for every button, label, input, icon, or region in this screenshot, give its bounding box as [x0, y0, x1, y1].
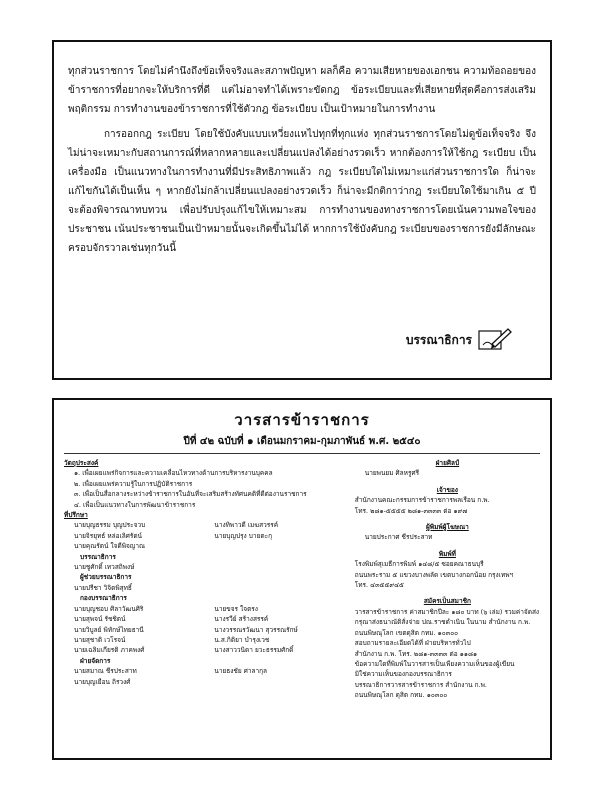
editor-name: นายชูศักดิ์ เทวสถิพงษ์ [74, 563, 135, 572]
editor-heading: บรรณาธิการ [80, 552, 116, 561]
deputy-name: นายปรีชา วิจิตพิสุทธิ์ [74, 583, 132, 592]
manager-heading: ฝ่ายจัดการ [80, 656, 111, 665]
manager-name: นายธงชัย ศาลากุล [214, 667, 268, 676]
editorial-paragraph-1: ทุกส่วนราชการ โดยไม่คำนึงถึงข้อเท็จจริงและสภาพปัญหา ผลก็คือ ความเสียหายของเอกชน ความท้อถอยของข้าราชการที่อยากจะให้บริการที่ดี แต่ไม่อาจทำได้เพราะขัดกฎ ข้อระเบียบและที่เสียหายที่สุดคือการส่งเสริมพฤติกรรม การทำงานของข้าราชการที่ใช้ตัวกฎ ข้อระเบียบ เป็นเป้าหมายในการทำงาน [68, 66, 536, 115]
printer-line: ถนนพระราม ๕ แขวงบางพลัด เขตบางกอกน้อย กรุงเทพฯ [354, 570, 514, 579]
subscribe-heading: สมัครเป็นสมาชิก [423, 597, 471, 606]
owner-line: สำนักงานคณะกรรมการข้าราชการพลเรือน ก.พ. [354, 496, 490, 505]
manager-row [64, 677, 345, 687]
board-member: น.ส.กิติยา บำรุงเวช [214, 635, 270, 644]
board-member: นายวิบูลย์ พิทักษ์ไทยธานี [74, 625, 144, 634]
manager-name: นายสมาณ ชีรประสาท [74, 667, 137, 676]
objective-item: ๓. เพื่อเป็นสื่อกลางระหว่างข้าราชการในอันที่จะเสริมสร้างทัศนคติที่ดีต่องานราชการ [74, 490, 307, 499]
editor-signature [406, 326, 512, 354]
subscribe-line: วารสารข้าราชการ ค่าสมาชิกปีละ ๑๘๐ บาท (๖ เล่ม) รวมค่าจัดส่ง [354, 607, 540, 616]
advisors-row [64, 541, 345, 551]
subscribe-line: ถนนพิษณุโลก เขตดุสิต กทม. ๑๐๓๐๐ [354, 628, 459, 637]
advisors-heading: ที่ปรึกษา [64, 511, 88, 520]
board-row [64, 604, 345, 614]
masthead-box [52, 398, 552, 760]
objective-item: ๑. เพื่อเผยแพร่กิจการและความเคลื่อนไหวทางด้านการบริหารงานบุคคล [74, 469, 273, 478]
pen-writing-icon [478, 326, 512, 354]
subscribe-line: สอบถามรายละเอียดได้ที่ ฝ่ายบริหารทั่วไป [354, 639, 471, 648]
manager-name: นายบุญเยือน ถิรวงศ์ [74, 677, 131, 686]
subscribe-line: บรรณาธิการวารสารข้าราชการ สำนักงาน ก.พ. [354, 680, 487, 689]
advisor-name: นายบุญธรรม บุญประจวบ [74, 521, 146, 530]
art-heading: ฝ่ายศิลป์ [435, 459, 460, 467]
board-member: นายสุพจน์ รัชชิตน์ [74, 615, 126, 624]
advisor-name: นายบุญปรุง บายตะกุ [214, 531, 273, 540]
board-member: นางรวีย์ สร้างสรรค์ [214, 615, 269, 624]
printer-heading: พิมพ์ที่ [438, 549, 456, 558]
board-member: นางวรรณรวัฒนา สุวรรณรักษ์ [214, 625, 298, 634]
board-row [64, 645, 345, 655]
magazine-title: วารสารข้าราชการ [234, 411, 370, 429]
right-column [355, 458, 540, 701]
owner-line: โทร. ๒๘๑-๕๕๕๕ ๒๘๑-๓๓๓๓ ต่อ ๑๙๗ [354, 506, 468, 515]
board-row [64, 635, 345, 645]
board-member: นายบุญชอบ ศิลาวัฒนศิริ [74, 604, 144, 613]
manager-name [204, 677, 344, 687]
subscribe-line: ถนนพิษณุโลก ดุสิต กทม. ๑๐๓๐๐ [354, 691, 448, 700]
advisors-row [64, 531, 345, 541]
deputy-heading: ผู้ช่วยบรรณาธิการ [80, 573, 132, 582]
objective-item: ๒. เพื่อเผยแพร่ความรู้ในการปฏิบัติราชการ [74, 479, 193, 488]
printer-line: โรงพิมพ์สุเมธีการพิมพ์ ๑๔๘/๕ ซอยคณาธนบุรี [354, 560, 484, 569]
subscribe-line: กรุณาส่งธนาณัติสั่งจ่าย ปณ.ราชดำเนิน ในนาม สำนักงาน ก.พ. [354, 618, 531, 627]
objective-item: ๔. เพื่อเป็นแนวทางในการพัฒนาข้าราชการ [74, 500, 196, 509]
manager-row [64, 666, 345, 676]
editorial-box [52, 40, 552, 380]
board-row [64, 625, 345, 635]
masthead-columns [64, 458, 540, 701]
advisor-name: นายจิรยุทธ์ หล่อเลิศรัตน์ [74, 531, 142, 540]
board-member: นายสุชาติ เวโรจน์ [74, 635, 126, 644]
editorial-paragraph-2: การออกกฎ ระเบียบ โดยใช้บังคับแบบเหวี่ยงแหไปทุกที่ทุกแห่ง ทุกส่วนราชการโดยไม่ดูข้อเท็จจริง จึงไม่น่าจะเหมาะกับสถานการณ์ที่หลากหลายและเปลี่ยนแปลงได้อย่างรวดเร็ว หากต้องการให้ใช้กฎ ระเบียบ เป็นเครื่องมือ เป็นแนวทางในการทำงานที่มีประสิทธิภาพแล้ว กฎ ระเบียบใดไม่เหมาะแก่ส่วนราชการใด ก็น่าจะแก้ไขกันได้เป็นเห็น ๆ หากยังไม่กล้าเปลี่ยนแปลงอย่างรวดเร็ว ก็น่าจะมีกติกาว่ากฎ ระเบียบใดใช้มาเกิน ๕ ปี จะต้องพิจารณาทบทวน เพื่อปรับปรุงแก้ไขให้เหมาะสม การทำงานของทางราชการโดยเน้นความพอใจของประชาชน เน้นประชาชนเป็นเป้าหมายนั้นจะเกิดขึ้นไม่ได้ หากการใช้บังคับกฎ ระเบียบของราชการยังมีลักษณะครอบจักรวาลเช่นทุกวันนี้ [68, 129, 536, 254]
left-column [64, 458, 345, 701]
subscribe-line: สำนักงาน ก.พ. โทร. ๒๘๑-๓๓๓๓ ต่อ ๑๑๘๑ [354, 649, 478, 658]
subscribe-line: ข้อความใดที่พิมพ์ในวารสารเป็นเพียงความเห็นของผู้เขียน [354, 659, 515, 668]
board-member: นายขจร ใจตรง [214, 604, 258, 613]
board-member: นายเฉลิมเกียรติ ภาคพงศ์ [74, 646, 145, 655]
advisor-name [204, 541, 344, 551]
advisor-name: นางทิพาวดี เมฆสวรรค์ [214, 521, 279, 530]
publisher-name: นายประกาศ ชีรประสาท [364, 533, 433, 542]
signature-label: บรรณาธิการ [405, 332, 472, 347]
objectives-heading: วัตถุประสงค์ [64, 459, 99, 467]
advisors-row [64, 520, 345, 530]
owner-heading: เจ้าของ [436, 485, 458, 494]
printer-line: โทร. ๔๓๕๕๙๔๕ [354, 581, 404, 590]
advisor-name: นายคุณรัตน์ ใจดีพิจญาณ [74, 542, 146, 551]
board-row [64, 614, 345, 624]
board-member: นางสาววนิดา ยวะธรรมศักดิ์ [214, 646, 294, 655]
board-heading: กองบรรณาธิการ [80, 594, 127, 603]
art-name: นายพนยม ศิลหรูศรี [364, 469, 420, 478]
subscribe-line: มิใช่ความเห็นของกองบรรณาธิการ [354, 670, 452, 679]
publisher-heading: ผู้พิมพ์ผู้โฆษณา [426, 523, 469, 532]
issue-line: ปีที่ ๔๒ ฉบับที่ ๑ เดือนมกราคม-กุมภาพันธ์ พ.ศ. ๒๕๔๐ [64, 434, 540, 454]
